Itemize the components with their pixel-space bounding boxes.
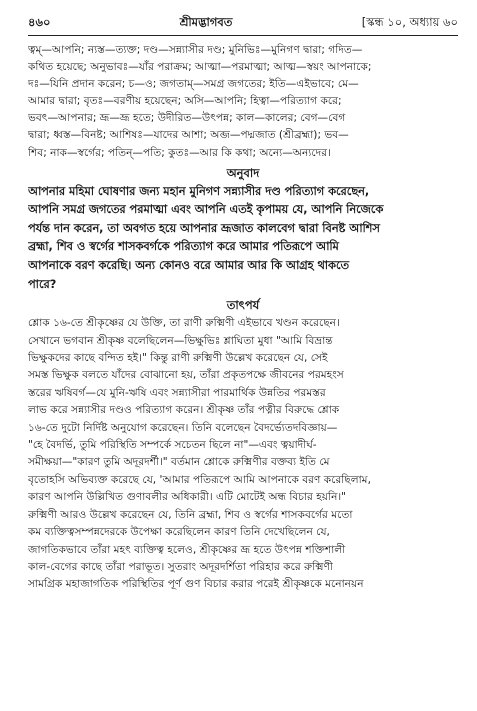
purport-line: "হে বৈদর্ভি, তুমি পরিস্থিতি সম্পর্কে সচেতন ছিলে না"—এবং ত্বয়াদীর্ঘ- xyxy=(28,439,317,452)
purport-line: ১৬-তে দুটো নির্দিষ্ট অনুযোগ করেছেন। তিনি বলেছেন বৈদর্ভ্যেতদবিজ্ঞায়— xyxy=(28,421,338,434)
translation-heading: অনুবাদ xyxy=(226,165,260,180)
purport-line: সামগ্রিক মহাজাগতিক পরিস্থিতির পূর্ণ গুণ বিচার করার পরেই শ্রীকৃষ্ণকে মনোনয়ন xyxy=(28,578,364,591)
purport-heading: তাৎপর্য xyxy=(226,298,260,313)
purport-line: সমস্ত ভিক্ষুক বলতে যাঁদের বোঝানো হয়, তাঁরা প্রকৃতপক্ষে জীবনের পরমহংস xyxy=(28,369,344,382)
synonyms-line: ভবৎ—আপনার; ভ্রূ—ভ্রূ হতে; উদীরিত—উৎপন্ন; কাল—কালের; বেগ—বেগ xyxy=(28,112,346,125)
translation-line: পর্যন্ত দান করেন, তা অবগত হয়ে আপনার ভ্রূজাত কালবেগ দ্বারা বিনষ্ট আশিস xyxy=(28,221,380,235)
translation-line: আপনি সমগ্র জগতের পরমাত্মা এবং আপনি এতই কৃপাময় যে, আপনি নিজেকে xyxy=(28,203,384,217)
purport-paragraph xyxy=(28,315,458,594)
synonyms-line: কথিত হয়েছে; অনুভাবঃ—যাঁর পরাক্রম; আত্মা—পরমাত্মা; আত্ম—স্বয়ং আপনাকে; xyxy=(28,61,372,74)
page-header xyxy=(28,14,458,36)
synonyms-line: দঃ—যিনি প্রদান করেন; চ—ও; জগতাম্—সমগ্র জগতের; ইতি—এইভাবে; মে— xyxy=(28,78,359,91)
book-page xyxy=(28,14,458,704)
synonyms-paragraph xyxy=(28,42,458,162)
synonyms-line: ত্বম্—আপনি; ন্যস্ত—ত্যক্ত; দণ্ড—সন্ন্যাসীর দণ্ড; মুনিভিঃ—মুনিগণ দ্বারা; গদিত— xyxy=(28,44,363,56)
book-title: শ্রীমদ্ভাগবত xyxy=(179,15,233,29)
purport-line: রুক্মিণী আরও উল্লেখ করেছেন যে, তিনি ব্রহ্মা, শিব ও স্বর্গের শাসকবর্গের মতো xyxy=(28,508,353,521)
purport-line: শ্লোক ১৬-তে শ্রীকৃষ্ণের যে উক্তি, তা রাণী রুক্মিণী এইভাবে খণ্ডন করেছেন। xyxy=(28,317,340,330)
purport-line: জাগতিকভাবে তাঁরা মহৎ ব্যক্তিত্ব হলেও, শ্রীকৃষ্ণের ভ্রূ হতে উৎপন্ন শক্তিশালী xyxy=(28,543,346,556)
synonyms-line: আমার দ্বারা; বৃতঃ—বরণীয় হয়েছেন; অসি—আপনি; হিত্বা—পরিত্যাগ করে; xyxy=(28,95,342,108)
page-number: ৪৬০ xyxy=(28,15,51,29)
translation-line: ব্রহ্মা, শিব ও স্বর্গের শাসকবর্গকে পরিত্যাগ করে আমার পতিরূপে আমি xyxy=(28,240,339,254)
translation-line: পারে? xyxy=(28,277,57,291)
purport-line: কম ব্যক্তিত্বসম্পন্নদেরকে উপেক্ষা করেছিলেন কারণ তিনি দেখেছিলেন যে, xyxy=(28,526,330,539)
purport-line: লাভ করে সন্ন্যাসীর দণ্ডও পরিত্যাগ করেন। শ্রীকৃষ্ণ তাঁর পত্নীর বিরুদ্ধে শ্লোক xyxy=(28,404,340,417)
translation-paragraph xyxy=(28,183,458,295)
purport-line: সেখানে ভগবান শ্রীকৃষ্ণ বলেছিলেন—ভিক্ষুভিঃ শ্লাঘিতা মুধা "আমি বিভ্রান্ত xyxy=(28,334,333,347)
purport-line: ভিক্ষুকদের কাছে বন্দিত হই।" কিন্তু রাণী রুক্মিণী উল্লেখ করেছেন যে, সেই xyxy=(28,352,328,365)
chapter-reference: [স্কন্ধ ১০, অধ্যায় ৬০ xyxy=(361,15,458,29)
synonyms-line: শিব; নাক—স্বর্গের; পতিন্—পতি; কুতঃ—আর কি কথা; অন্যে—অন্যদের। xyxy=(28,146,331,159)
purport-line: বৃতোহসি অভিব্যক্ত করেছে যে, 'আমার পতিরূপে আমি আপনাকে বরণ করেছিলাম, xyxy=(28,473,371,486)
translation-line: আপনার মহিমা ঘোষণার জন্য মহান মুনিগণ সন্ন্যাসীর দণ্ড পরিত্যাগ করেছেন, xyxy=(28,184,370,198)
translation-line: আপনাকে বরণ করেছি। অন্য কোনও বরে আমার আর কি আগ্রহ থাকতে xyxy=(28,259,349,273)
purport-line: কাল-বেগের কাছে তাঁরা পরাভূত। সুতরাং অদূরদর্শিতা পরিহার করে রুক্মিণী xyxy=(28,560,333,573)
synonyms-line: দ্বারা; ধ্বস্ত—বিনষ্ট; আশিষঃ—যাদের আশা; অব্জ—পদ্মজাত (শ্রীব্রহ্মা); ভব— xyxy=(28,129,349,142)
purport-line: স্তরের ঋষিবর্গ—যে মুনি-ঋষি এবং সন্ন্যাসীরা পারমার্থিক উন্নতির পরমস্তর xyxy=(28,386,326,399)
purport-line: কারণ আপনি উল্লিখিত গুণাবলীর অধিকারী। এটি মোটেই অন্ধ বিচার হয়নি।" xyxy=(28,491,347,504)
purport-line: সমীক্ষয়া—"কারণ তুমি অদূরদর্শী।" বর্তমান শ্লোকে রুক্মিণীর বক্তব্য ইতি মে xyxy=(28,456,330,469)
